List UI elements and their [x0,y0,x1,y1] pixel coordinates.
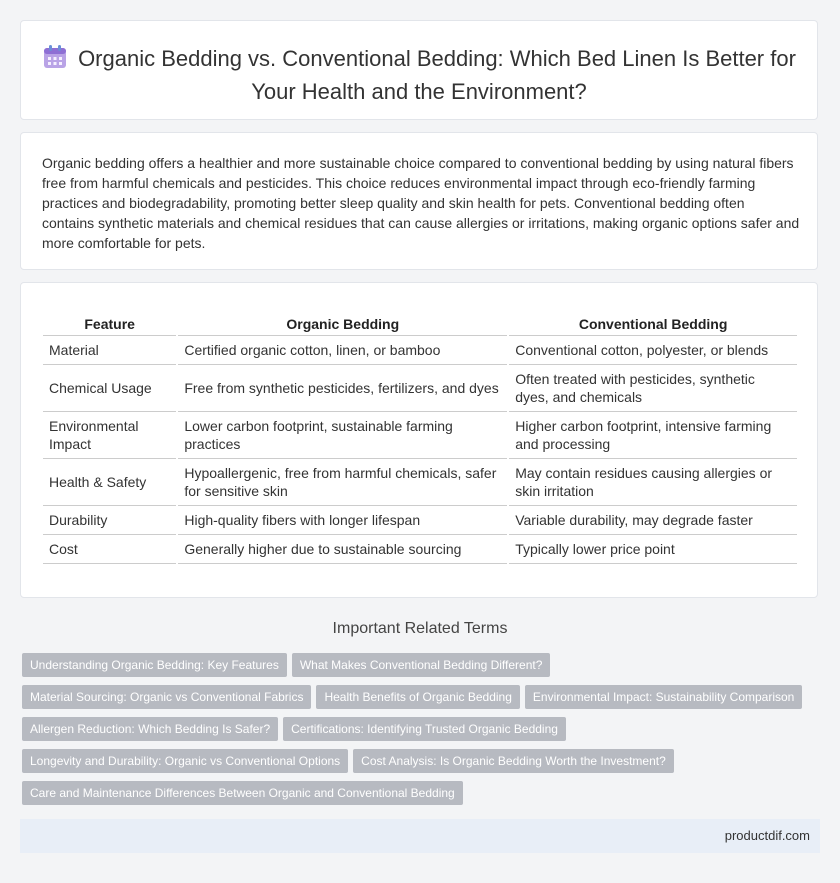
header-conventional: Conventional Bedding [509,312,797,336]
related-term-tag[interactable]: Health Benefits of Organic Bedding [316,685,519,709]
organic-cell: Generally higher due to sustainable sourcing [178,535,507,564]
related-terms-title: Important Related Terms [332,620,508,637]
organic-cell: Hypoallergenic, free from harmful chemicals, safer for sensitive skin [178,459,507,506]
feature-cell: Environmental Impact [43,412,176,459]
table-row [43,412,797,459]
table-row [43,336,797,365]
organic-cell: Free from synthetic pesticides, fertilizers, and dyes [178,365,507,412]
feature-cell: Health & Safety [43,459,176,506]
related-term-tag[interactable]: Understanding Organic Bedding: Key Features [22,653,287,677]
related-term-tag[interactable]: Longevity and Durability: Organic vs Conventional Options [22,749,348,773]
title-wrap [21,21,817,107]
intro-paragraph: Organic bedding offers a healthier and more sustainable choice compared to conventional bedding by using natural fibers free from harmful chemicals and pesticides. This choice reduces environmental impact through eco-friendly farming practices and biodegradability, promoting better sleep quality and skin health for pets. Conventional bedding often contains synthetic materials and chemical residues that can cause allergies or irritations, making organic options safer and more comfortable for pets. [42,155,800,251]
related-term-tag[interactable]: Cost Analysis: Is Organic Bedding Worth the Investment? [353,749,674,773]
conventional-cell: Often treated with pesticides, synthetic dyes, and chemicals [509,365,797,412]
header-feature: Feature [43,312,176,336]
footer-site-link[interactable]: productdif.com [724,828,810,843]
related-term-tag[interactable]: Certifications: Identifying Trusted Organic Bedding [283,717,566,741]
related-term-tag[interactable]: Allergen Reduction: Which Bedding Is Safer? [22,717,278,741]
organic-cell: Lower carbon footprint, sustainable farming practices [178,412,507,459]
related-term-tag[interactable]: What Makes Conventional Bedding Different? [292,653,551,677]
comparison-table-card [20,282,818,598]
footer [20,819,820,853]
feature-cell: Cost [43,535,176,564]
conventional-cell: Typically lower price point [509,535,797,564]
organic-cell: High-quality fibers with longer lifespan [178,506,507,535]
related-terms-list [22,653,822,813]
organic-cell: Certified organic cotton, linen, or bamboo [178,336,507,365]
conventional-cell: Conventional cotton, polyester, or blends [509,336,797,365]
feature-cell: Material [43,336,176,365]
table-row [43,365,797,412]
page-title: Organic Bedding vs. Conventional Bedding: Which Bed Linen Is Better for Your Health and the Environment? [78,46,796,105]
table-header-row [43,312,797,336]
intro-card [20,132,818,270]
feature-cell: Chemical Usage [43,365,176,412]
comparison-table [41,312,799,564]
header-organic: Organic Bedding [178,312,507,336]
table-row [43,506,797,535]
conventional-cell: Variable durability, may degrade faster [509,506,797,535]
related-term-tag[interactable]: Material Sourcing: Organic vs Conventional Fabrics [22,685,311,709]
feature-cell: Durability [43,506,176,535]
conventional-cell: Higher carbon footprint, intensive farming and processing [509,412,797,459]
table-row [43,535,797,564]
related-term-tag[interactable]: Care and Maintenance Differences Between Organic and Conventional Bedding [22,781,463,805]
calendar-icon [42,44,68,75]
table-row [43,459,797,506]
header-card [20,20,818,120]
conventional-cell: May contain residues causing allergies or skin irritation [509,459,797,506]
related-term-tag[interactable]: Environmental Impact: Sustainability Comparison [525,685,802,709]
